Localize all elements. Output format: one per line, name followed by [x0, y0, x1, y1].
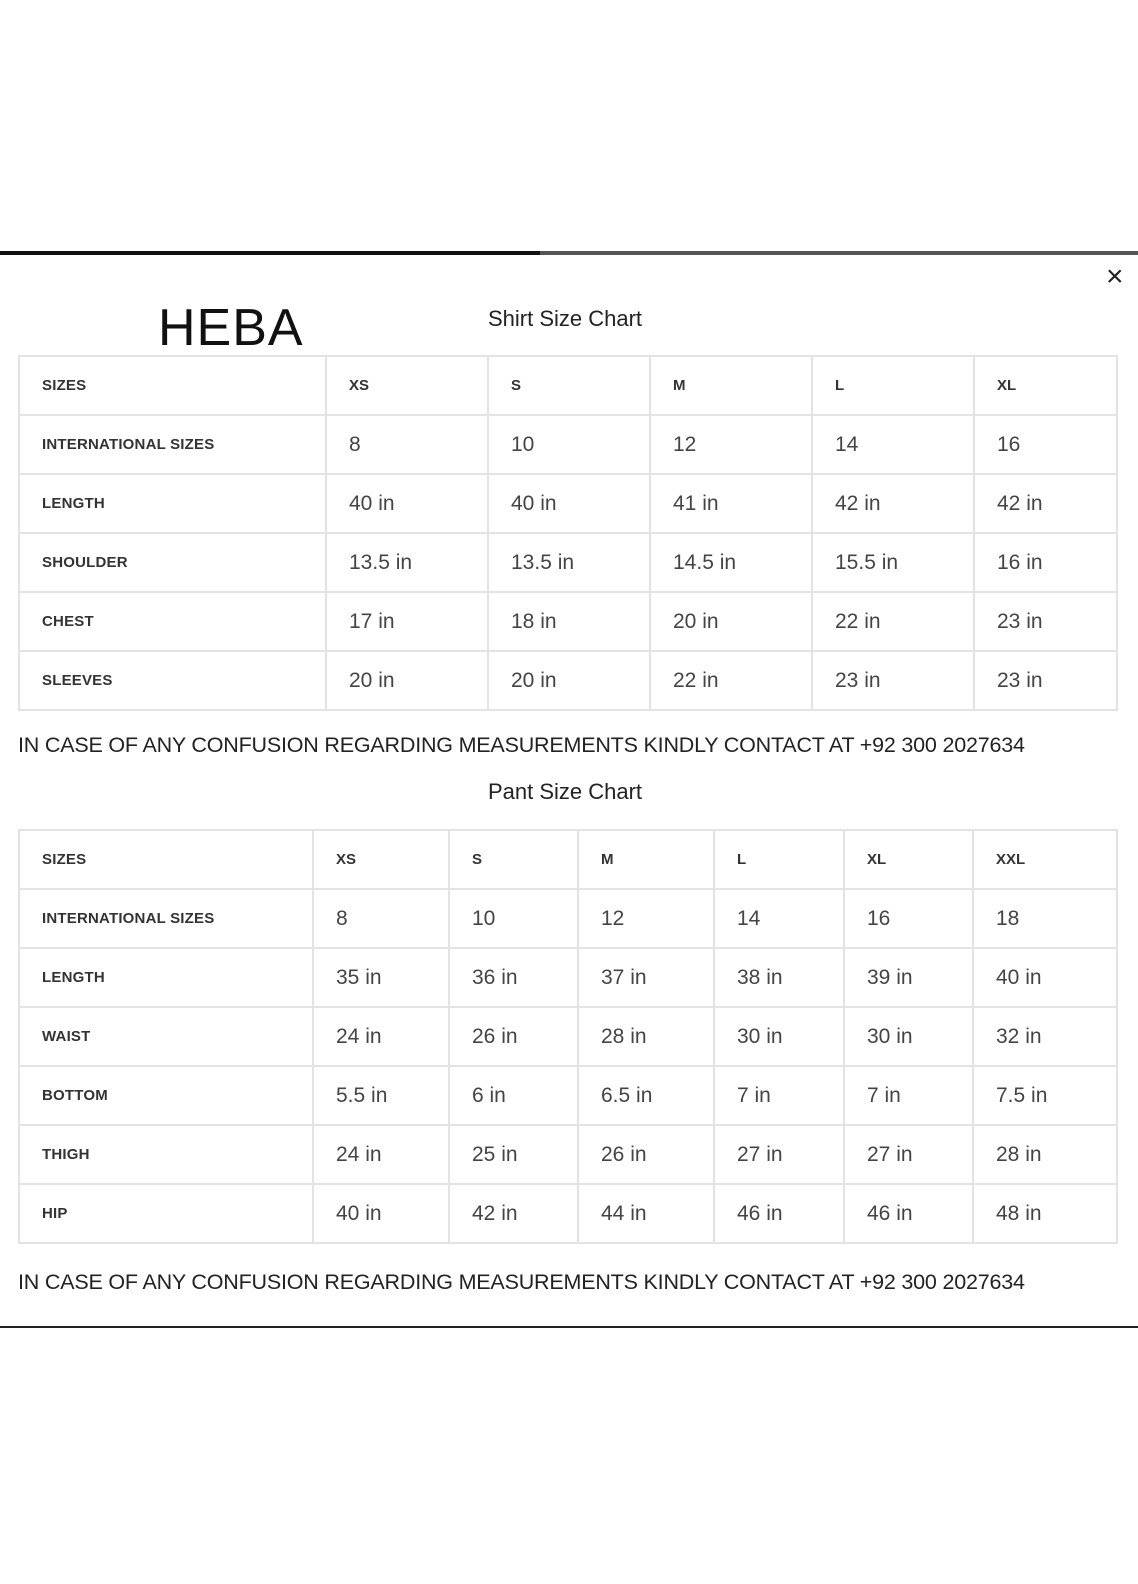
table-cell: 20 in	[488, 651, 650, 710]
row-label: LENGTH	[19, 948, 313, 1007]
row-label: SLEEVES	[19, 651, 326, 710]
brand-logo-text: HEBA	[158, 299, 304, 357]
table-cell: 36 in	[449, 948, 578, 1007]
table-cell: 35 in	[313, 948, 449, 1007]
table-cell: 24 in	[313, 1125, 449, 1184]
table-cell: 8	[326, 415, 488, 474]
row-label: INTERNATIONAL SIZES	[19, 889, 313, 948]
table-cell: 30 in	[714, 1007, 844, 1066]
table-row	[19, 1125, 1117, 1184]
header-cell: M	[578, 830, 714, 889]
table-cell: 18 in	[488, 592, 650, 651]
table-row	[19, 592, 1117, 651]
header-cell: XL	[974, 356, 1117, 415]
table-row	[19, 1184, 1117, 1243]
table-cell: 32 in	[973, 1007, 1117, 1066]
table-cell: 6.5 in	[578, 1066, 714, 1125]
table-cell: 5.5 in	[313, 1066, 449, 1125]
table-cell: 13.5 in	[488, 533, 650, 592]
table-cell: 20 in	[650, 592, 812, 651]
table-row	[19, 474, 1117, 533]
header-cell: XL	[844, 830, 973, 889]
table-cell: 20 in	[326, 651, 488, 710]
pant-contact-note: IN CASE OF ANY CONFUSION REGARDING MEASUREMENTS KINDLY CONTACT AT +92 300 2027634	[18, 1270, 1025, 1294]
table-cell: 46 in	[714, 1184, 844, 1243]
table-cell: 40 in	[326, 474, 488, 533]
table-cell: 38 in	[714, 948, 844, 1007]
table-cell: 10	[449, 889, 578, 948]
table-cell: 14	[714, 889, 844, 948]
header-cell: XS	[313, 830, 449, 889]
table-cell: 18	[973, 889, 1117, 948]
table-cell: 27 in	[714, 1125, 844, 1184]
header-cell: SIZES	[19, 830, 313, 889]
pant-chart-title: Pant Size Chart	[487, 779, 643, 804]
row-label: LENGTH	[19, 474, 326, 533]
header-cell: L	[714, 830, 844, 889]
table-cell: 13.5 in	[326, 533, 488, 592]
table-cell: 22 in	[650, 651, 812, 710]
table-row	[19, 415, 1117, 474]
header-cell: L	[812, 356, 974, 415]
header-cell: M	[650, 356, 812, 415]
table-cell: 12	[650, 415, 812, 474]
table-cell: 16	[844, 889, 973, 948]
table-row	[19, 889, 1117, 948]
table-cell: 23 in	[812, 651, 974, 710]
table-cell: 48 in	[973, 1184, 1117, 1243]
row-label: WAIST	[19, 1007, 313, 1066]
row-label: INTERNATIONAL SIZES	[19, 415, 326, 474]
row-label: BOTTOM	[19, 1066, 313, 1125]
table-cell: 28 in	[973, 1125, 1117, 1184]
table-cell: 26 in	[578, 1125, 714, 1184]
table-row	[19, 1066, 1117, 1125]
header-cell: SIZES	[19, 356, 326, 415]
table-cell: 40 in	[313, 1184, 449, 1243]
table-cell: 7 in	[844, 1066, 973, 1125]
table-cell: 26 in	[449, 1007, 578, 1066]
table-cell: 30 in	[844, 1007, 973, 1066]
modal-top-border-faint	[540, 251, 1138, 255]
row-label: CHEST	[19, 592, 326, 651]
table-cell: 40 in	[488, 474, 650, 533]
table-cell: 12	[578, 889, 714, 948]
table-cell: 17 in	[326, 592, 488, 651]
table-cell: 40 in	[973, 948, 1117, 1007]
header-cell: S	[449, 830, 578, 889]
table-row	[19, 948, 1117, 1007]
header-cell: XS	[326, 356, 488, 415]
table-header-row	[19, 356, 1117, 415]
table-cell: 24 in	[313, 1007, 449, 1066]
modal-bottom-border	[0, 1326, 1138, 1328]
table-cell: 42 in	[812, 474, 974, 533]
pant-size-table	[18, 829, 1118, 1244]
table-row	[19, 651, 1117, 710]
table-cell: 23 in	[974, 592, 1117, 651]
table-cell: 46 in	[844, 1184, 973, 1243]
shirt-size-table	[18, 355, 1118, 711]
table-cell: 27 in	[844, 1125, 973, 1184]
table-cell: 22 in	[812, 592, 974, 651]
table-cell: 44 in	[578, 1184, 714, 1243]
table-cell: 7 in	[714, 1066, 844, 1125]
table-row	[19, 1007, 1117, 1066]
close-icon[interactable]: ×	[1106, 260, 1124, 293]
header-cell: S	[488, 356, 650, 415]
table-cell: 41 in	[650, 474, 812, 533]
table-cell: 6 in	[449, 1066, 578, 1125]
table-cell: 42 in	[974, 474, 1117, 533]
table-cell: 25 in	[449, 1125, 578, 1184]
table-cell: 16 in	[974, 533, 1117, 592]
table-cell: 23 in	[974, 651, 1117, 710]
table-cell: 10	[488, 415, 650, 474]
table-cell: 42 in	[449, 1184, 578, 1243]
table-cell: 15.5 in	[812, 533, 974, 592]
table-cell: 37 in	[578, 948, 714, 1007]
table-header-row	[19, 830, 1117, 889]
shirt-contact-note: IN CASE OF ANY CONFUSION REGARDING MEASUREMENTS KINDLY CONTACT AT +92 300 2027634	[18, 733, 1025, 757]
table-cell: 16	[974, 415, 1117, 474]
row-label: HIP	[19, 1184, 313, 1243]
table-cell: 8	[313, 889, 449, 948]
table-cell: 14.5 in	[650, 533, 812, 592]
table-cell: 14	[812, 415, 974, 474]
table-cell: 39 in	[844, 948, 973, 1007]
table-cell: 7.5 in	[973, 1066, 1117, 1125]
table-cell: 28 in	[578, 1007, 714, 1066]
table-row	[19, 533, 1117, 592]
header-cell: XXL	[973, 830, 1117, 889]
shirt-chart-title: Shirt Size Chart	[487, 306, 643, 331]
row-label: THIGH	[19, 1125, 313, 1184]
row-label: SHOULDER	[19, 533, 326, 592]
